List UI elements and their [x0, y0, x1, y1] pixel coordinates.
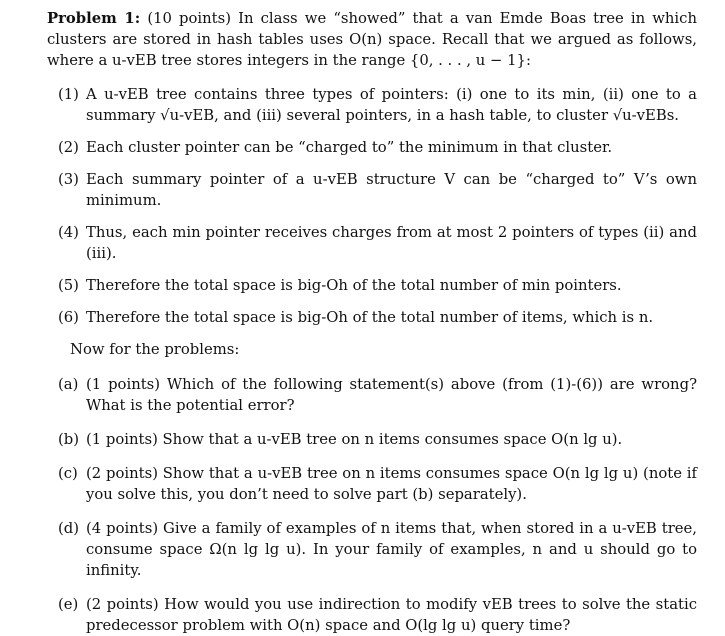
problem-text: (1 points) Show that a u-vEB tree on n items consumes space O(n lg u). — [86, 431, 623, 448]
statement-text: A u-vEB tree contains three types of pointers: (i) one to its min, (ii) one to a summary √u-vEB, and (iii) several pointers, in a hash table, to cluster √u-vEBs. — [86, 86, 697, 124]
statement-text: Therefore the total space is big-Oh of the total number of min pointers. — [86, 277, 622, 294]
statement-item — [47, 84, 697, 126]
problem-text: (2 points) How would you use indirection to modify vEB trees to solve the static predecessor problem with O(n) space and O(lg lg u) query time? — [86, 596, 697, 634]
problem-label: (d) — [58, 520, 80, 537]
problem-label: (a) — [58, 376, 79, 393]
statement-label: (6) — [58, 309, 79, 326]
statement-item — [47, 169, 697, 211]
problem-intro-text: (10 points) In class we “showed” that a van Emde Boas tree in which clusters are stored in hash tables uses O(n) space. Recall that we argued as follows, where a u-vEB tree stores integers in the range {0, . . . , u − 1}: — [47, 10, 697, 69]
statement-list — [47, 84, 697, 328]
problem-item — [47, 429, 697, 450]
statement-text: Each cluster pointer can be “charged to” the minimum in that cluster. — [86, 139, 613, 156]
problem-text: (4 points) Give a family of examples of n items that, when stored in a u-vEB tree, consume space Ω(n lg lg u). In your family of examples, n and u should go to infinity. — [86, 520, 697, 579]
now-for-problems: Now for the problems: — [70, 341, 240, 358]
problem-intro — [47, 8, 697, 71]
problem-item — [47, 374, 697, 416]
problem-label: (b) — [58, 431, 80, 448]
problem-label: (c) — [58, 465, 78, 482]
statement-label: (5) — [58, 277, 79, 294]
problem-text: (1 points) Which of the following statement(s) above (from (1)-(6)) are wrong? What is the potential error? — [86, 376, 697, 414]
problem-item — [47, 594, 697, 636]
statement-item — [47, 307, 697, 328]
statement-item — [47, 222, 697, 264]
statement-item — [47, 137, 697, 158]
problem-heading: Problem 1: — [47, 10, 141, 27]
statement-text: Thus, each min pointer receives charges from at most 2 pointers of types (ii) and (iii). — [86, 224, 697, 262]
problem-list — [47, 374, 697, 636]
statement-text: Therefore the total space is big-Oh of the total number of items, which is n. — [86, 309, 654, 326]
problem-item — [47, 518, 697, 581]
statement-label: (3) — [58, 171, 79, 188]
problem-item — [47, 463, 697, 505]
statement-item — [47, 275, 697, 296]
statement-label: (2) — [58, 139, 79, 156]
problem-text: (2 points) Show that a u-vEB tree on n items consumes space O(n lg lg u) (note if you solve this, you don’t need to solve part (b) separately). — [86, 465, 697, 503]
problem-label: (e) — [58, 596, 79, 613]
statement-label: (1) — [58, 86, 79, 103]
statement-text: Each summary pointer of a u-vEB structure V can be “charged to” V’s own minimum. — [86, 171, 697, 209]
statement-label: (4) — [58, 224, 79, 241]
